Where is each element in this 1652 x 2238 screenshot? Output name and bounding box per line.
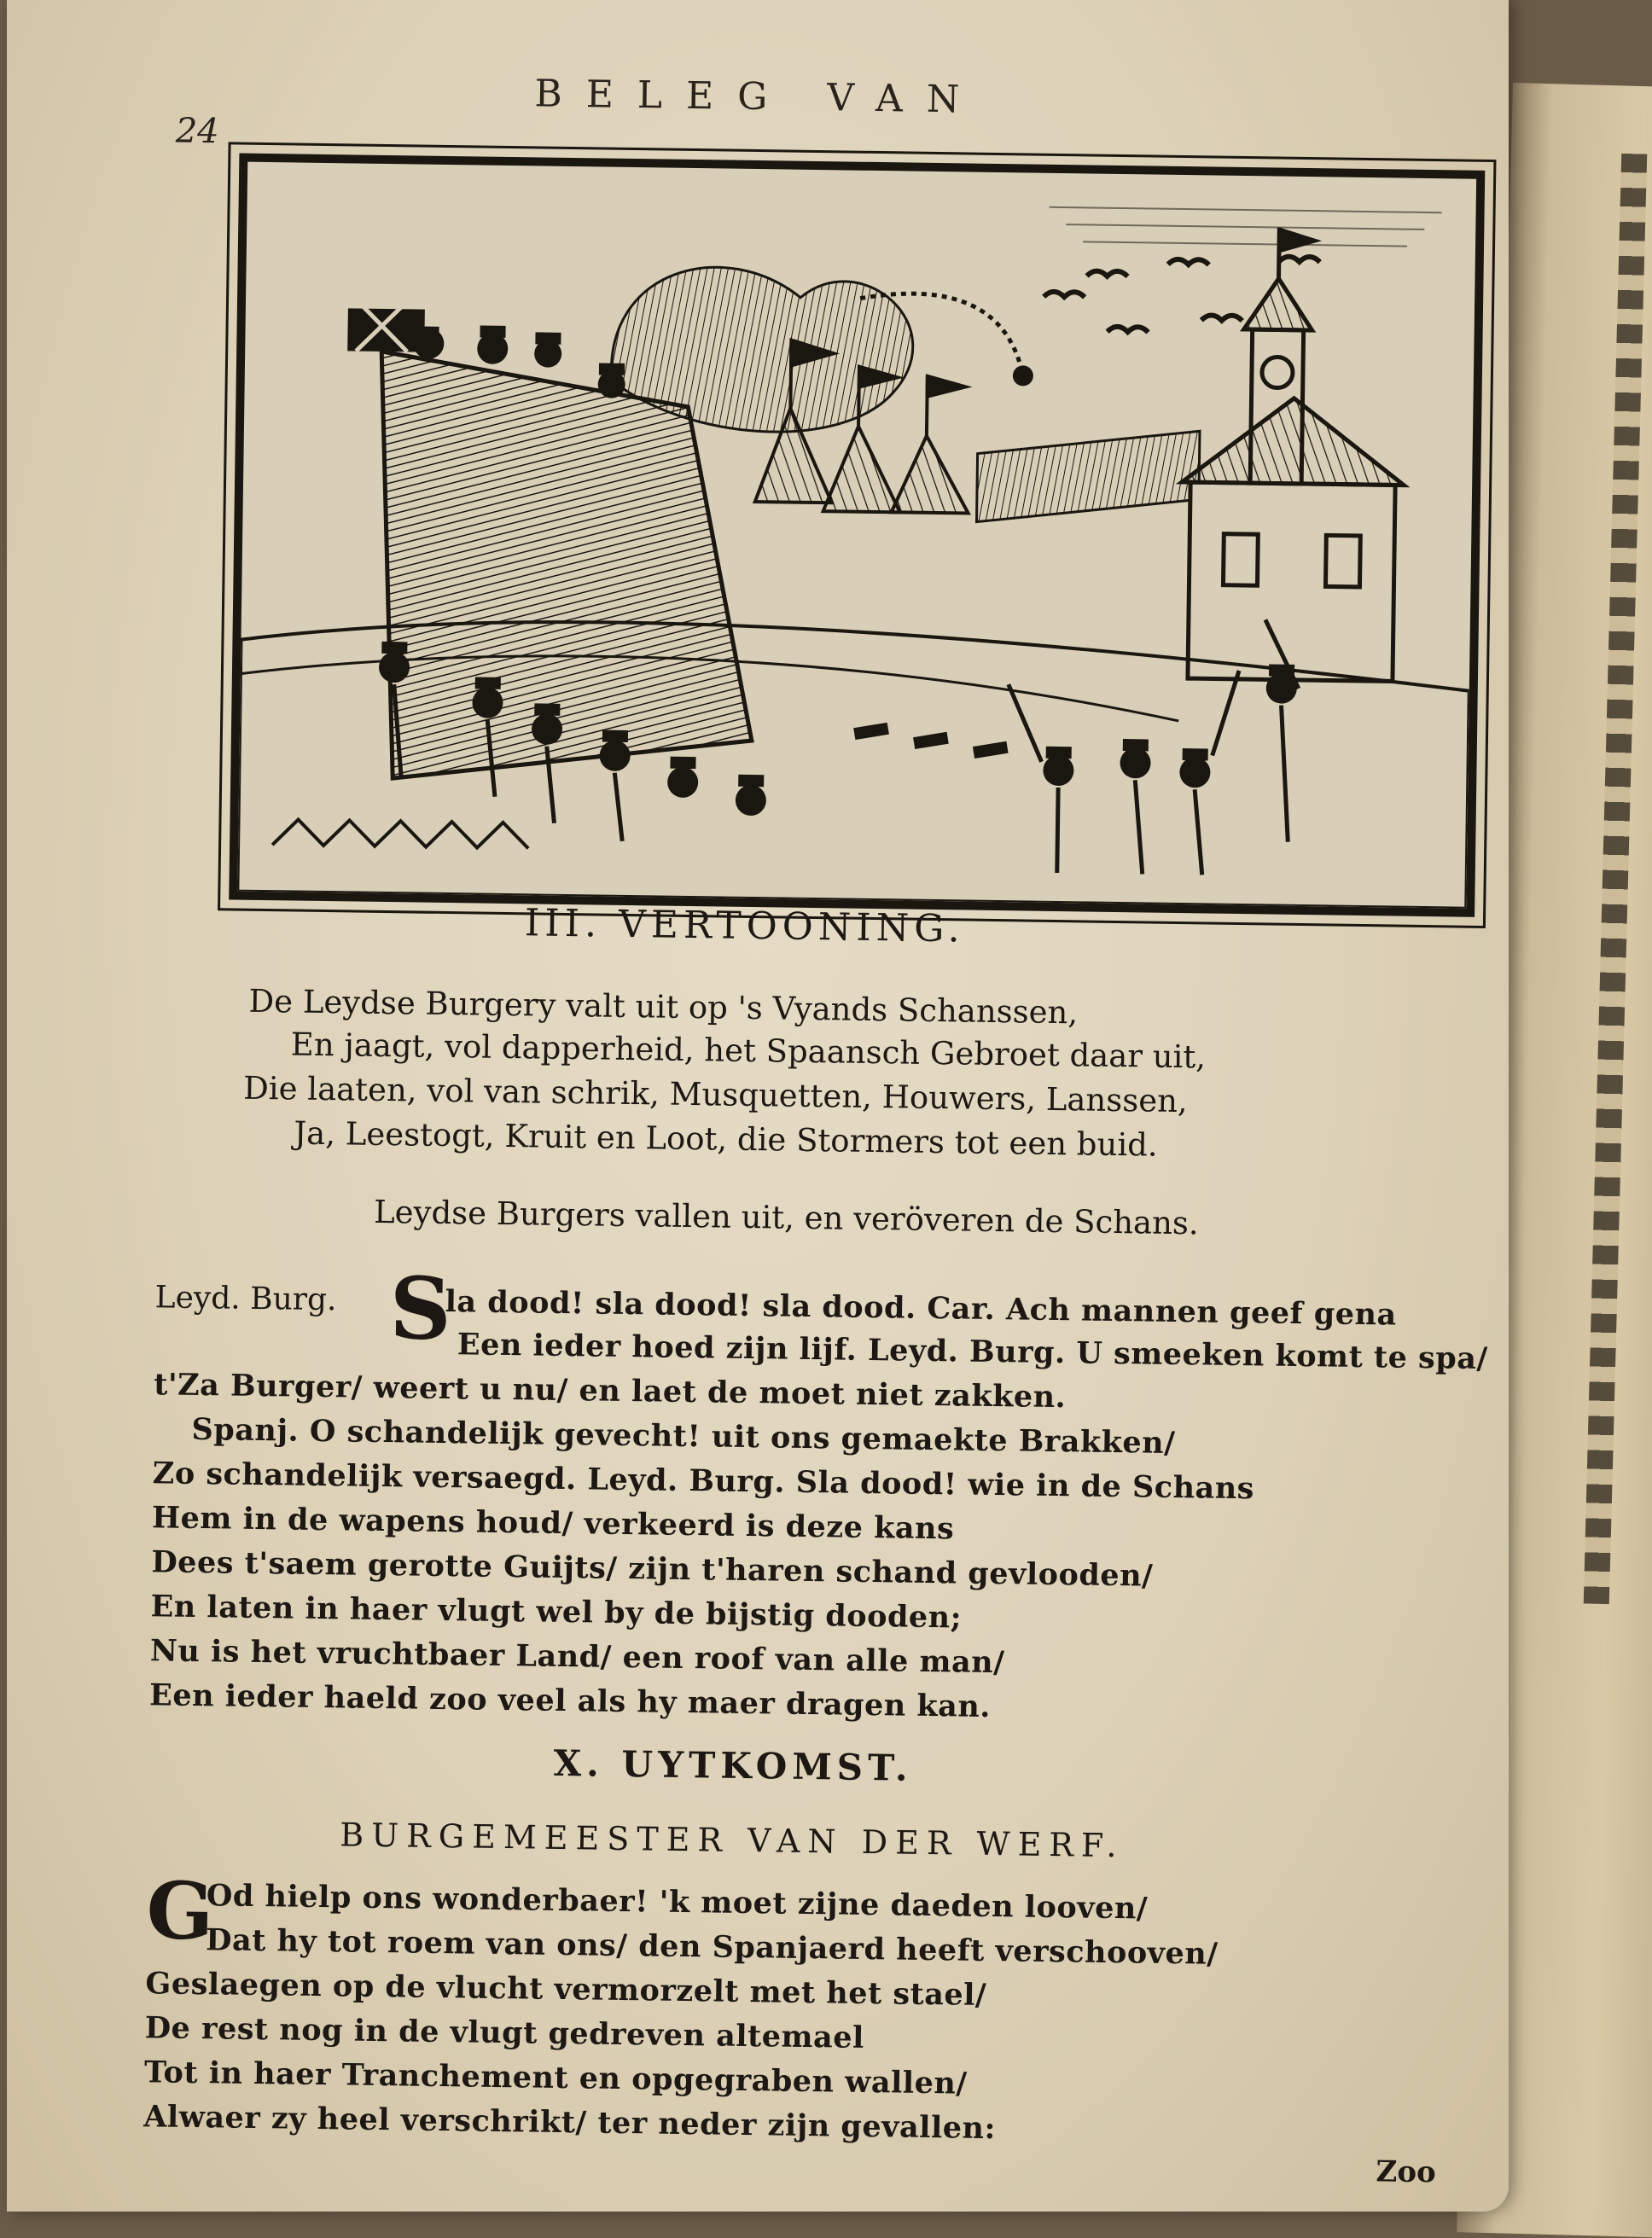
speech-line: Od hielp ons wonderbaer! 'k moet zijne daeden looven/	[206, 1878, 1149, 1927]
dialogue-line: la dood! sla dood! sla dood. Car. Ach mannen geef gena	[445, 1284, 1397, 1333]
drop-cap: G	[145, 1864, 214, 1958]
dialogue-line: Hem in de wapens houd/ verkeerd is deze kans	[151, 1500, 955, 1547]
woodcut-illustration	[229, 154, 1485, 917]
dialogue-line: Zo schandelijk versaegd. Leyd. Burg. Sla dood! wie in de Schans	[152, 1456, 1255, 1507]
outcome-title: X. UYTKOMST.	[553, 1741, 913, 1789]
speech-line: De rest nog in de vlugt gedreven altemael	[144, 2010, 865, 2055]
speech-line: Tot in haer Tranchement en opgegraben wallen/	[143, 2055, 968, 2101]
catchword: Zoo	[1376, 2154, 1436, 2190]
speech-line: Dat hy tot roem van ons/ den Spanjaerd heeft verschooven/	[205, 1922, 1219, 1972]
stage-direction: Leydse Burgers vallen uit, en veröveren de Schans.	[373, 1193, 1200, 1242]
verse-line: En jaagt, vol dapperheid, het Spaansch Gebroet daar uit,	[290, 1026, 1207, 1076]
speaker-heading: BURGEMEESTER VAN DER WERF.	[339, 1816, 1125, 1865]
section-title: III. VERTOONING.	[524, 901, 966, 951]
drop-cap: S	[388, 1258, 452, 1360]
verse-line: Die laaten, vol van schrik, Musquetten, Houwers, Lanssen,	[242, 1069, 1189, 1120]
dialogue-line: Dees t'saem gerotte Guijts/ zijn t'haren schand gevlooden/	[151, 1544, 1154, 1594]
dialogue-line: t'Za Burger/ weert u nu/ en laet de moet niet zakken.	[153, 1367, 1067, 1415]
page-number: 24	[175, 111, 220, 152]
speaker-label: Leyd. Burg.	[154, 1280, 337, 1318]
dialogue-line: Een ieder hoed zijn lijf. Leyd. Burg. U smeeken komt te spa/	[457, 1327, 1489, 1377]
verse-line: De Leydse Burgery valt uit op 's Vyands Schanssen,	[248, 982, 1079, 1032]
verse-line: Ja, Leestogt, Kruit en Loot, die Stormers tot een buid.	[294, 1114, 1158, 1164]
book-page	[7, 0, 1509, 2212]
running-head: BELEG VAN	[534, 72, 984, 122]
dialogue-line: En laten in haer vlugt wel by de bijstig dooden;	[150, 1589, 963, 1636]
dialogue-line: Een ieder haeld zoo veel als hy maer dragen kan.	[148, 1677, 992, 1725]
dialogue-line: Spanj. O schandelijk gevecht! uit ons gemaekte Brakken/	[191, 1411, 1176, 1461]
dialogue-line: Nu is het vruchtbaer Land/ een roof van alle man/	[149, 1633, 1005, 1681]
siege-scene-image	[237, 162, 1476, 909]
speech-line: Alwaer zy heel verschrikt/ ter neder zijn gevallen:	[143, 2099, 997, 2147]
speech-line: Geslaegen op de vlucht vermorzelt met het stael/	[145, 1966, 987, 2013]
